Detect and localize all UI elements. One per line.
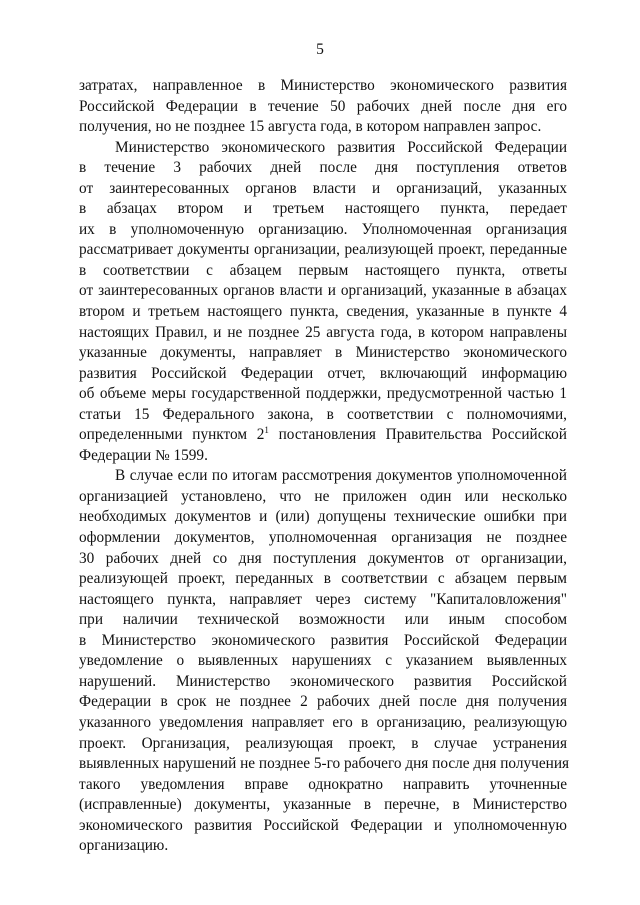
text-line: В случае если по итогам рассмотрения документов уполномоченной xyxy=(115,467,567,485)
text-line: выявленных нарушений не позднее 5-го рабочего дня после дня получения xyxy=(79,755,570,773)
text-line: организацией установлено, что не приложен один или несколько xyxy=(79,487,567,505)
text-fragment: определенными пунктом 2 xyxy=(79,426,265,444)
text-line: в соответствии с абзацем первым настоящего пункта, ответы xyxy=(79,261,567,279)
superscript: 1 xyxy=(264,425,269,436)
text-line: реализующей проект, переданных в соответствии с абзацем первым xyxy=(79,570,567,588)
paragraph-3 xyxy=(79,466,570,856)
paragraph-2 xyxy=(79,138,567,467)
text-line: развития Российской Федерации отчет, включающий информацию xyxy=(79,364,567,382)
text-line: статьи 15 Федерального закона, в соответствии с полномочиями, xyxy=(79,405,567,423)
paragraph-1 xyxy=(79,76,567,138)
text-line: экономического развития Российской Федерации и уполномоченную xyxy=(79,816,567,834)
text-line: Российской Федерации в течение 50 рабочих дней после дня его xyxy=(79,97,567,115)
text-line: (исправленные) документы, указанные в перечне, в Министерство xyxy=(79,796,567,814)
text-line: настоящих Правил, и не позднее 25 августа года, в котором направлены xyxy=(79,323,567,341)
text-line: от заинтересованных органов власти и организаций, указанные в абзацах xyxy=(79,282,567,300)
text-line: от заинтересованных органов власти и организаций, указанных xyxy=(79,179,567,197)
text-line: Федерации в срок не позднее 2 рабочих дней после дня получения xyxy=(79,693,567,711)
text-line: затратах, направленное в Министерство экономического развития xyxy=(79,77,567,94)
text-line: при наличии технической возможности или иным способом xyxy=(79,611,567,629)
text-line: их в уполномоченную организацию. Уполномоченная организация xyxy=(79,220,567,238)
text-line: в абзацах втором и третьем настоящего пункта, передает xyxy=(79,200,567,218)
text-line: указанные документы, направляет в Министерство экономического xyxy=(79,344,567,362)
text-line: уведомление о выявленных нарушениях с указанием выявленных xyxy=(79,652,567,670)
text-line: в Министерство экономического развития Российской Федерации xyxy=(79,631,567,649)
text-line: проект. Организация, реализующая проект, в случае устранения xyxy=(79,734,567,752)
text-line: втором и третьем настоящего пункта, сведения, указанные в пункте 4 xyxy=(79,303,567,321)
page-number: 5 xyxy=(316,41,324,58)
text-line: организацию. xyxy=(79,837,169,855)
text-line: необходимых документов и (или) допущены технические ошибки при xyxy=(79,508,567,526)
text-line: Федерации № 1599. xyxy=(79,446,208,464)
text-line: нарушений. Министерство экономического развития Российской xyxy=(79,672,567,690)
text-line: рассматривает документы организации, реализующей проект, переданные xyxy=(79,241,567,259)
text-fragment: постановления Правительства Российской xyxy=(268,426,567,444)
text-line: оформлении документов, уполномоченная организация не позднее xyxy=(79,529,567,547)
document-body xyxy=(79,76,570,857)
text-line: об объеме меры государственной поддержки, предусмотренной частью 1 xyxy=(79,385,567,403)
text-line: такого уведомления вправе однократно направить уточненные xyxy=(79,775,567,793)
text-line: указанного уведомления направляет его в организацию, реализующую xyxy=(79,713,567,731)
text-line: Министерство экономического развития Российской Федерации xyxy=(115,138,567,156)
text-line: получения, но не позднее 15 августа года, в котором направлен запрос. xyxy=(79,118,542,136)
text-line: в течение 3 рабочих дней после дня поступления ответов xyxy=(79,159,567,177)
text-line: настоящего пункта, направляет через систему "Капиталовложения" xyxy=(79,590,567,608)
text-line: 30 рабочих дней со дня поступления документов от организации, xyxy=(79,549,567,567)
text-line-with-superscript xyxy=(79,425,567,446)
